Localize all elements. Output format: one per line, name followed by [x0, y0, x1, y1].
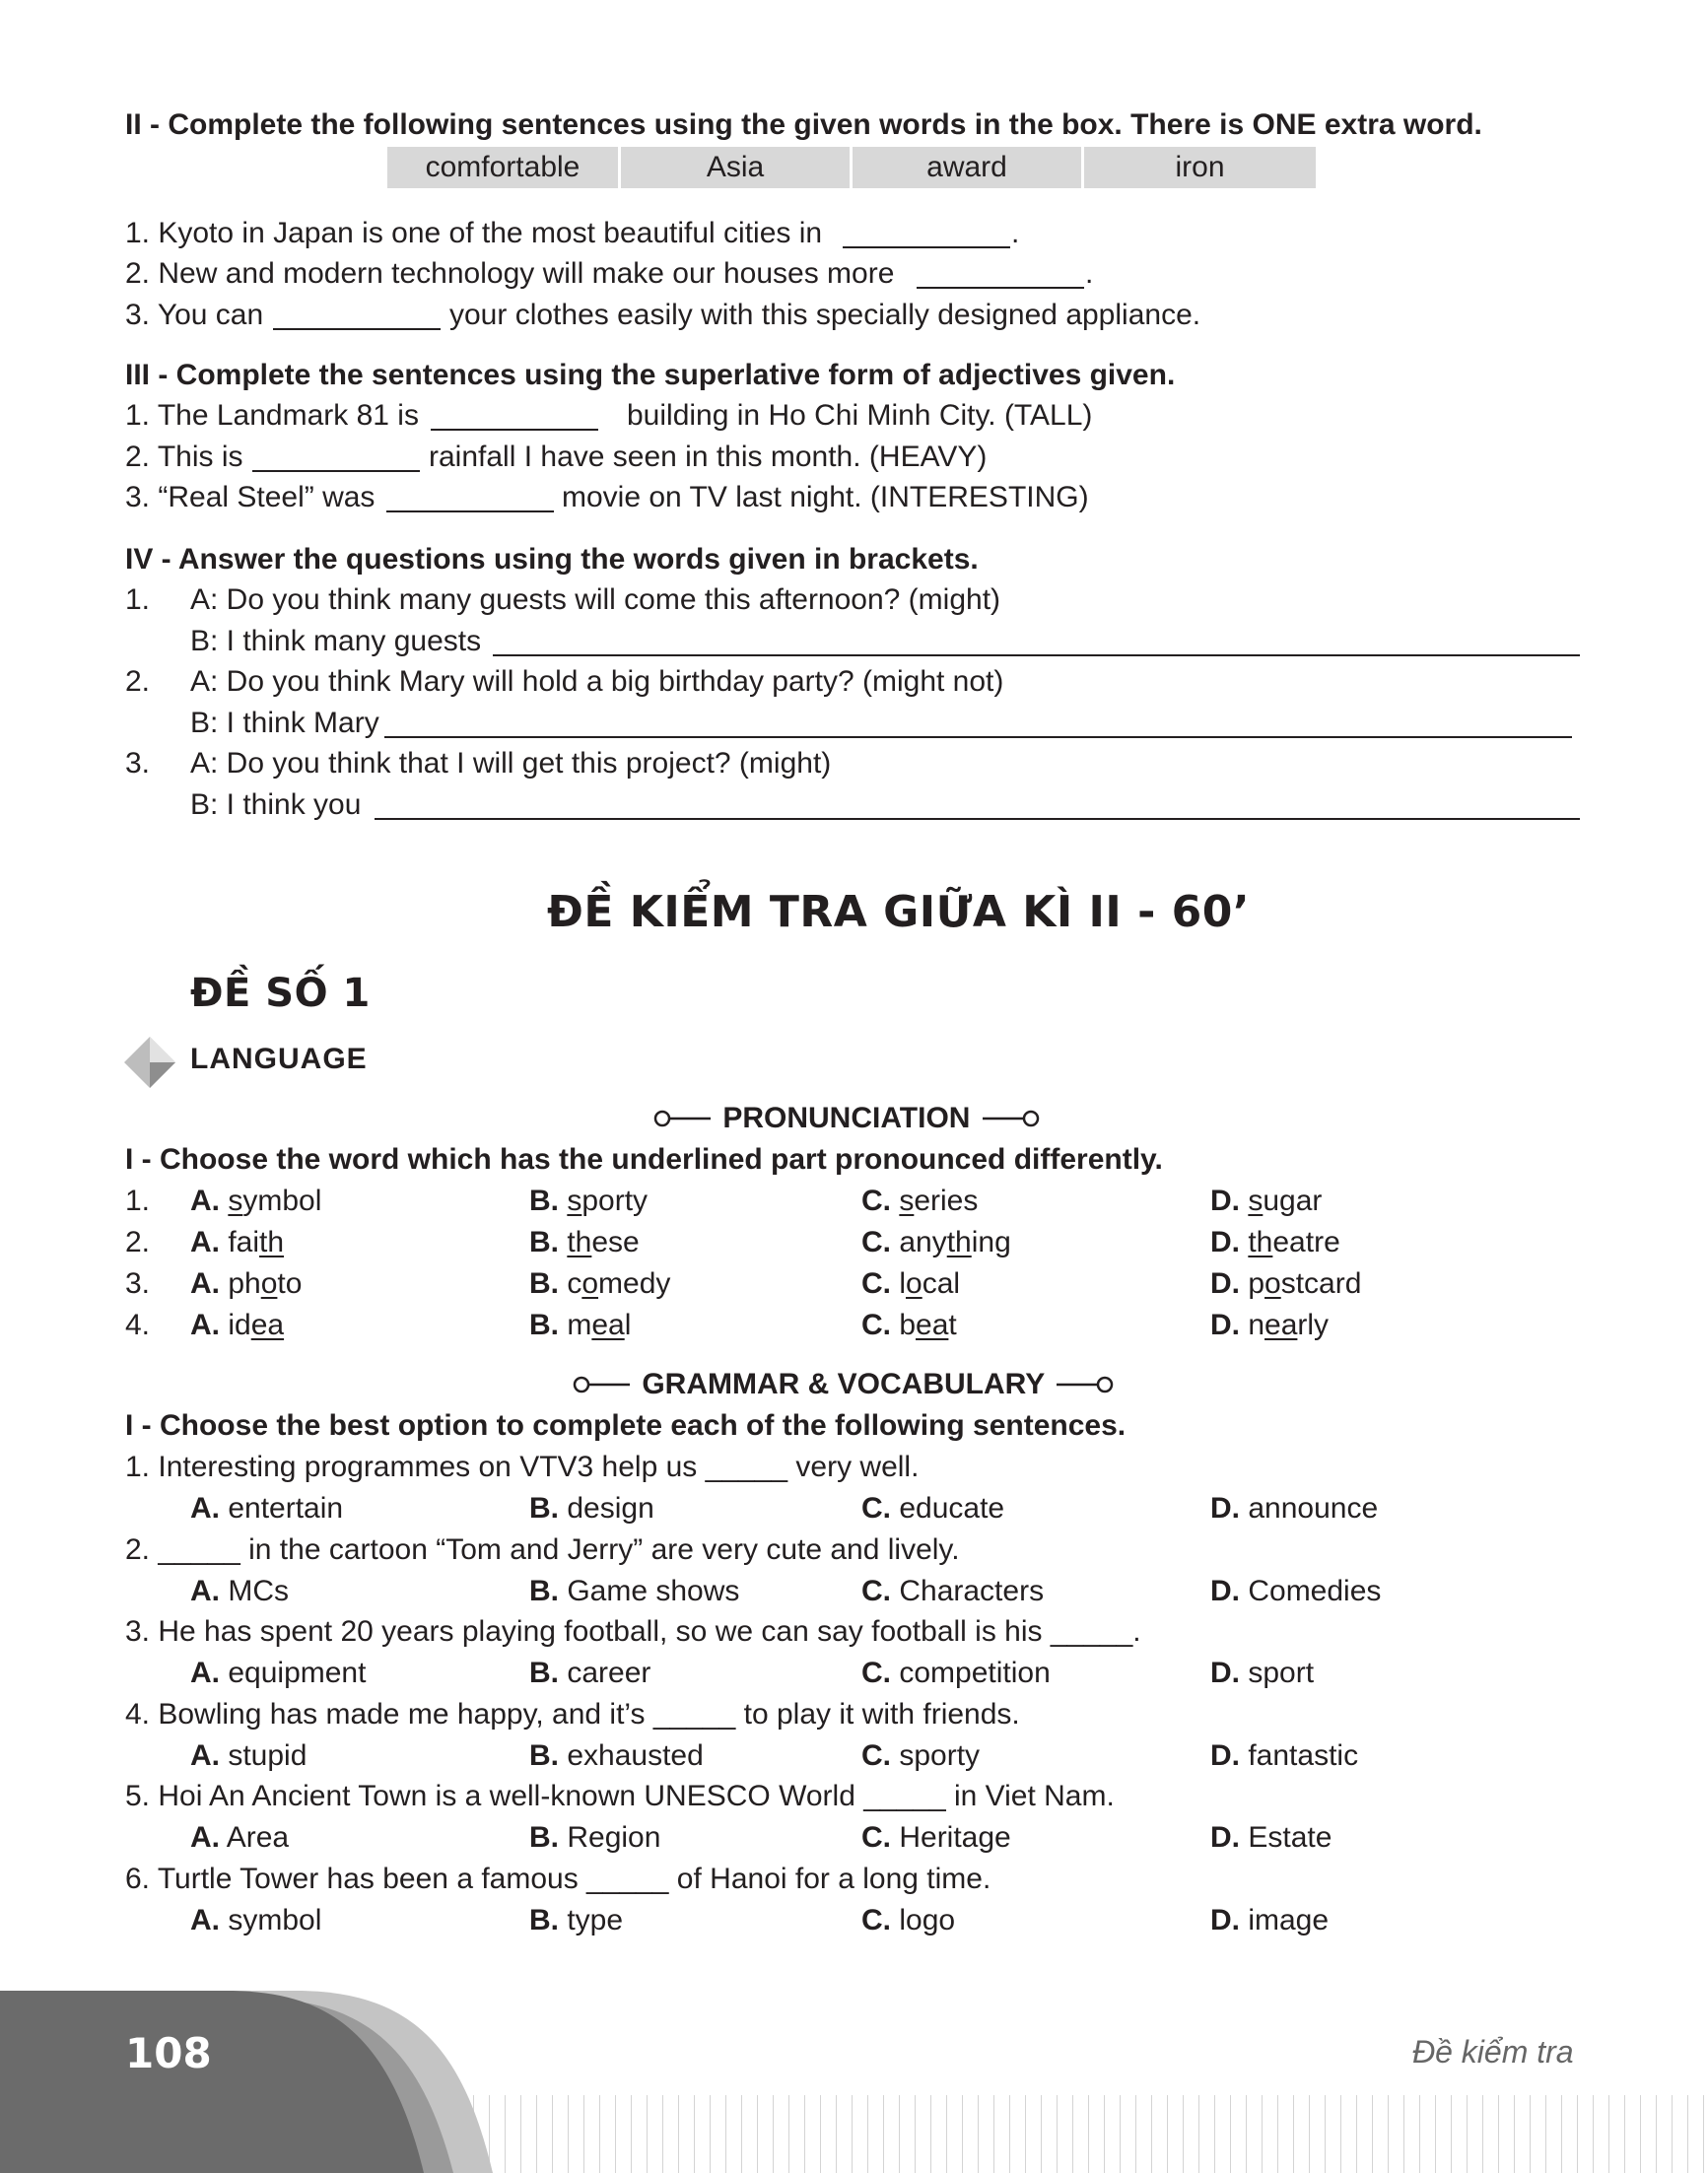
option-letter: C. — [861, 1574, 891, 1607]
option-text: entertain — [228, 1492, 344, 1525]
option-text: Estate — [1248, 1821, 1332, 1854]
option-letter: D. — [1210, 1738, 1240, 1772]
answer-line[interactable] — [384, 736, 1572, 738]
answer-option[interactable] — [1210, 1574, 1382, 1607]
answer-option[interactable] — [1210, 1659, 1314, 1688]
page-number: 108 — [125, 2029, 212, 2077]
option-text: design — [567, 1492, 654, 1525]
word-part: ymbol — [242, 1185, 322, 1217]
answer-option[interactable] — [1210, 1228, 1340, 1257]
answer-option[interactable] — [861, 1187, 978, 1216]
sentence-text: building in Ho Chi Minh City. (TALL) — [627, 399, 1093, 432]
underlined-part: s — [567, 1185, 582, 1217]
answer-option[interactable] — [190, 1738, 307, 1772]
line-circle-left-icon — [573, 1371, 634, 1400]
option-letter: B. — [529, 1903, 559, 1936]
option-letter: D. — [1210, 1657, 1240, 1689]
item-number: 2. — [125, 1226, 151, 1258]
word-part: ugar — [1263, 1185, 1323, 1217]
item-number: 3. — [125, 1267, 151, 1300]
option-letter: B. — [529, 1267, 559, 1300]
sentence-text: 2. This is — [125, 441, 243, 473]
option-text: educate — [899, 1492, 1005, 1525]
word-part: ing — [971, 1226, 1011, 1258]
word-part: ph — [228, 1267, 261, 1300]
option-letter: D. — [1210, 1226, 1240, 1258]
underlined-part: o — [260, 1267, 278, 1300]
answer-option[interactable] — [861, 1228, 1011, 1257]
sentence-item — [125, 219, 822, 248]
word-part: eries — [914, 1185, 979, 1217]
part-label: LANGUAGE — [190, 1043, 368, 1075]
question-a: A: Do you think Mary will hold a big birthday party? (might not) — [190, 665, 1004, 698]
option-text: stupid — [228, 1738, 307, 1772]
answer-blank[interactable] — [843, 246, 1010, 248]
item-number: 1. — [125, 583, 151, 616]
answer-blank[interactable] — [252, 470, 420, 472]
word-part: medy — [598, 1267, 671, 1300]
word-part: m — [567, 1309, 592, 1341]
answer-blank[interactable] — [273, 328, 441, 330]
word-part: any — [899, 1226, 947, 1258]
word-text: award — [926, 151, 1007, 183]
option-letter: A. — [190, 1821, 220, 1854]
answer-option[interactable] — [190, 1823, 289, 1853]
word-part: cal — [922, 1267, 961, 1300]
option-letter: C. — [861, 1821, 891, 1854]
word-part: stcard — [1280, 1267, 1362, 1300]
option-letter: C. — [861, 1492, 891, 1525]
word-part: p — [1248, 1267, 1265, 1300]
option-letter: B. — [529, 1185, 559, 1217]
option-letter: B. — [529, 1226, 559, 1258]
sentence-text: 3. “Real Steel” was — [125, 481, 376, 513]
option-letter: D. — [1210, 1903, 1240, 1936]
question-text: 2. _____ in the cartoon “Tom and Jerry” are very cute and lively. — [125, 1532, 960, 1566]
section4-heading: IV - Answer the questions using the words given in brackets. — [125, 543, 979, 576]
word-box-item — [621, 147, 850, 188]
answer-option[interactable] — [861, 1659, 1051, 1688]
option-letter: D. — [1210, 1267, 1240, 1300]
option-text: image — [1248, 1903, 1330, 1936]
option-text: career — [567, 1657, 651, 1689]
answer-option[interactable] — [190, 1311, 284, 1340]
option-text: Game shows — [567, 1574, 740, 1607]
sentence-text: 1. Kyoto in Japan is one of the most beautiful cities in — [125, 217, 823, 249]
option-letter: D. — [1210, 1821, 1240, 1854]
answer-option[interactable] — [861, 1738, 981, 1772]
word-box-item — [853, 147, 1081, 188]
underlined-part: th — [567, 1226, 592, 1258]
sentence-text: 3. You can — [125, 299, 264, 331]
option-letter: A. — [190, 1657, 220, 1689]
underlined-part: ea — [591, 1309, 625, 1341]
option-text: competition — [899, 1657, 1051, 1689]
item-number: 3. — [125, 747, 151, 780]
grammar-heading: I - Choose the best option to complete each of the following sentences. — [125, 1409, 1127, 1442]
question-a: A: Do you think that I will get this project? (might) — [190, 747, 832, 780]
answer-b-label: B: I think Mary — [190, 707, 379, 739]
answer-option[interactable] — [861, 1903, 956, 1936]
pronunciation-section-title — [653, 1104, 1040, 1134]
underlined-part: th — [1248, 1226, 1273, 1258]
option-text: symbol — [228, 1903, 322, 1936]
option-letter: D. — [1210, 1309, 1240, 1341]
section-label: GRAMMAR & VOCABULARY — [642, 1368, 1045, 1400]
sentence-end: . — [1011, 217, 1020, 249]
option-text: Comedies — [1248, 1574, 1382, 1607]
answer-option[interactable] — [1210, 1494, 1378, 1524]
underlined-part: ea — [1264, 1309, 1298, 1341]
underlined-part: ea — [250, 1309, 285, 1341]
section-label: PRONUNCIATION — [722, 1102, 971, 1134]
sentence-item — [125, 259, 894, 289]
section3-heading: III - Complete the sentences using the superlative form of adjectives given. — [125, 359, 1176, 391]
answer-option[interactable] — [861, 1574, 1045, 1607]
answer-option[interactable] — [529, 1311, 631, 1340]
option-letter: B. — [529, 1492, 559, 1525]
option-text: Region — [567, 1821, 661, 1854]
test-title: ĐỀ KIỂM TRA GIỮA KÌ II - 60’ — [547, 887, 1251, 937]
test-subtitle: ĐỀ SỐ 1 — [190, 971, 371, 1016]
option-letter: A. — [190, 1574, 220, 1607]
underlined-part: o — [906, 1267, 922, 1300]
option-text: logo — [899, 1903, 956, 1936]
answer-line[interactable] — [375, 818, 1580, 820]
option-text: fantastic — [1248, 1738, 1359, 1772]
word-part: eatre — [1272, 1226, 1340, 1258]
option-letter: B. — [529, 1657, 559, 1689]
answer-b-label: B: I think many guests — [190, 625, 482, 657]
option-letter: A. — [190, 1309, 220, 1341]
diamond-icon — [124, 1035, 179, 1090]
word-part: ese — [591, 1226, 640, 1258]
word-part: porty — [581, 1185, 649, 1217]
footer-band — [0, 1991, 1708, 2173]
answer-option[interactable] — [529, 1738, 704, 1772]
answer-option[interactable] — [529, 1903, 624, 1936]
answer-option[interactable] — [529, 1187, 648, 1216]
section2-heading: II - Complete the following sentences using the given words in the box. There is ONE extra word. — [125, 108, 1482, 141]
underlined-part: o — [581, 1267, 599, 1300]
answer-option[interactable] — [529, 1269, 670, 1299]
word-text: iron — [1175, 151, 1225, 183]
sentence-item — [125, 301, 263, 330]
underlined-part: th — [259, 1226, 285, 1258]
option-letter: D. — [1210, 1185, 1240, 1217]
answer-option[interactable] — [529, 1659, 650, 1688]
option-text: MCs — [228, 1574, 289, 1607]
option-text: Heritage — [899, 1821, 1011, 1854]
answer-option[interactable] — [190, 1903, 322, 1936]
answer-option[interactable] — [190, 1187, 321, 1216]
option-text: announce — [1248, 1492, 1379, 1525]
sentence-text: rainfall I have seen in this month. (HEAVY) — [429, 441, 988, 473]
sentence-text: movie on TV last night. (INTERESTING) — [562, 481, 1089, 513]
word-box-item — [1084, 147, 1316, 188]
answer-option[interactable] — [861, 1311, 957, 1340]
option-text: equipment — [228, 1657, 367, 1689]
word-part: to — [277, 1267, 303, 1300]
sentence-text: 1. The Landmark 81 is — [125, 399, 419, 432]
answer-option[interactable] — [1210, 1311, 1329, 1340]
underlined-part: ea — [916, 1309, 949, 1341]
answer-option[interactable] — [861, 1823, 1011, 1853]
word-part: c — [567, 1267, 582, 1300]
option-letter: C. — [861, 1903, 891, 1936]
question-text: 3. He has spent 20 years playing football, so we can say football is his _____. — [125, 1615, 1141, 1648]
option-letter: A. — [190, 1267, 220, 1300]
option-text: type — [567, 1903, 624, 1936]
line-circle-left-icon — [653, 1105, 715, 1134]
word-part: t — [948, 1309, 957, 1341]
underlined-part: th — [946, 1226, 972, 1258]
answer-option[interactable] — [190, 1269, 302, 1299]
question-text: 6. Turtle Tower has been a famous _____ of Hanoi for a long time. — [125, 1862, 991, 1895]
sentence-text: 2. New and modern technology will make our houses more — [125, 257, 895, 290]
answer-option[interactable] — [1210, 1738, 1359, 1772]
footer-section-name: Đề kiểm tra — [1412, 2034, 1574, 2070]
underlined-part: o — [1264, 1267, 1281, 1300]
option-letter: C. — [861, 1738, 891, 1772]
answer-blank[interactable] — [386, 510, 554, 512]
option-text: sport — [1248, 1657, 1315, 1689]
underlined-part: s — [228, 1185, 243, 1217]
line-circle-right-icon — [1053, 1371, 1114, 1400]
word-part: n — [1248, 1309, 1265, 1341]
option-letter: B. — [529, 1821, 559, 1854]
answer-option[interactable] — [190, 1228, 284, 1257]
option-text: Characters — [899, 1574, 1045, 1607]
underlined-part: s — [1248, 1185, 1264, 1217]
option-letter: C. — [861, 1267, 891, 1300]
item-number: 2. — [125, 665, 151, 698]
option-letter: C. — [861, 1185, 891, 1217]
answer-option[interactable] — [190, 1574, 289, 1607]
word-part: id — [228, 1309, 251, 1341]
option-letter: C. — [861, 1657, 891, 1689]
word-part: fai — [228, 1226, 260, 1258]
sentence-end: . — [1085, 257, 1094, 290]
answer-option[interactable] — [1210, 1823, 1332, 1853]
answer-option[interactable] — [1210, 1903, 1330, 1936]
answer-blank[interactable] — [431, 429, 598, 431]
word-part: l — [899, 1267, 907, 1300]
word-part: rly — [1297, 1309, 1330, 1341]
option-letter: D. — [1210, 1492, 1240, 1525]
sentence-text: your clothes easily with this specially designed appliance. — [449, 299, 1201, 331]
question-text: 5. Hoi An Ancient Town is a well-known UNESCO World _____ in Viet Nam. — [125, 1780, 1115, 1812]
answer-option[interactable] — [861, 1269, 960, 1299]
question-text: 4. Bowling has made me happy, and it’s _____ to play it with friends. — [125, 1697, 1020, 1731]
answer-option[interactable] — [529, 1574, 740, 1607]
option-letter: A. — [190, 1738, 220, 1772]
question-text: 1. Interesting programmes on VTV3 help us _____ very well. — [125, 1451, 920, 1483]
item-number: 1. — [125, 1185, 151, 1217]
option-letter: A. — [190, 1903, 220, 1936]
question-a: A: Do you think many guests will come this afternoon? (might) — [190, 583, 1001, 616]
answer-option[interactable] — [529, 1494, 654, 1524]
option-letter: B. — [529, 1309, 559, 1341]
answer-blank[interactable] — [917, 287, 1084, 289]
answer-option[interactable] — [529, 1823, 660, 1853]
option-text: exhausted — [567, 1738, 704, 1772]
answer-line[interactable] — [493, 654, 1580, 656]
answer-option[interactable] — [190, 1659, 366, 1688]
word-part: l — [624, 1309, 632, 1341]
option-letter: A. — [190, 1185, 220, 1217]
option-letter: A. — [190, 1492, 220, 1525]
option-letter: C. — [861, 1309, 891, 1341]
word-text: comfortable — [425, 151, 581, 183]
answer-b-label: B: I think you — [190, 788, 362, 821]
answer-option[interactable] — [529, 1228, 640, 1257]
option-letter: B. — [529, 1574, 559, 1607]
word-box-item — [387, 147, 618, 188]
pronunciation-heading: I - Choose the word which has the underlined part pronounced differently. — [125, 1143, 1163, 1176]
item-number: 4. — [125, 1309, 151, 1341]
word-part: b — [899, 1309, 917, 1341]
answer-option[interactable] — [1210, 1187, 1322, 1216]
option-letter: B. — [529, 1738, 559, 1772]
underlined-part: s — [899, 1185, 915, 1217]
word-text: Asia — [706, 151, 765, 183]
option-letter: D. — [1210, 1574, 1240, 1607]
option-text: sporty — [899, 1738, 981, 1772]
answer-option[interactable] — [861, 1494, 1004, 1524]
answer-option[interactable] — [190, 1494, 343, 1524]
answer-option[interactable] — [1210, 1269, 1361, 1299]
option-letter: A. — [190, 1226, 220, 1258]
grammar-section-title — [573, 1370, 1114, 1400]
line-circle-right-icon — [979, 1105, 1040, 1134]
option-letter: C. — [861, 1226, 891, 1258]
option-text: Area — [226, 1821, 290, 1854]
